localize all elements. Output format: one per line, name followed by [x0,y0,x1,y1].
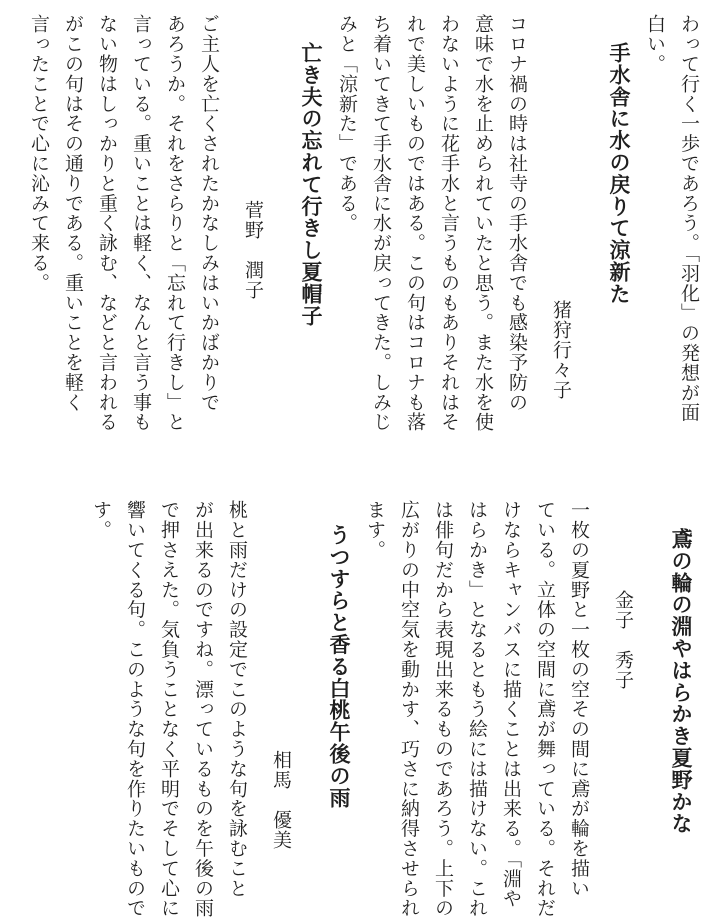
commentary-line: ている。立体の空間に鳶が舞っている。それだ [534,500,556,918]
commentary-line: けならキャンバスに描くことは出来る。「淵や [500,500,522,909]
bottom-section [76,500,698,918]
commentary-line: 一枚の夏野と一枚の空その間に鳶が輪を描い [568,500,590,898]
commentary-line: わないように花手水と言うものもありそれはそ [438,14,460,432]
commentary-line: で押さえた。気負うことなく平明でそして心に [158,500,180,918]
commentary-line: 桃と雨だけの設定でこのような句を詠むこと [226,500,248,898]
top-section [14,14,698,444]
continuation-line: わって行く一歩であろう。「羽化」の発想が面 [678,14,700,423]
haiku-title: うつすらと香る白桃午後の雨 [327,524,352,809]
commentary-line: ます。 [364,500,386,560]
haiku-title: 鳶の輪の淵やはらかき夏野かな [669,528,694,835]
commentary-line: れで美しいものではある。この句はコロナも落 [404,14,426,432]
commentary-line: ち着いてきて手水舎に水が戻ってきた。しみじ [370,14,392,432]
haiku-title: 手水舎に水の戻りて涼新た [607,42,632,305]
continuation-line: 白い。 [644,14,666,74]
haiku-title: 亡き夫の忘れて行きし夏帽子 [299,42,324,327]
commentary-line: ない物はしっかりと重く詠む、などと言われる [96,14,118,432]
haiku-author: 金子 秀子 [612,590,634,690]
commentary-line: す。 [90,500,112,540]
commentary-line: 響いてくる句。このような句を作りたいもので [124,500,146,918]
commentary-line: 言っている。重いことは軽く、なんと言う事も [130,14,152,432]
commentary-line: が出来るのですね。漂っているものを午後の雨 [192,500,214,918]
haiku-author: 猪狩行々子 [550,300,572,400]
commentary-line: コロナ禍の時は社寺の手水舎でも感染予防の [506,14,528,412]
commentary-line: ご主人を亡くされたかなしみはいかばかりで [198,14,220,412]
haiku-author: 菅野 潤子 [242,200,264,300]
haiku-author: 相馬 優美 [270,750,292,850]
commentary-line: は俳句だから表現出来るものであろう。上下の [432,500,454,918]
commentary-line: 意味で水を止められていたと思う。また水を使 [472,14,494,432]
commentary-line: はらかき」となるともう絵には描けない。これ [466,500,488,918]
commentary-line: 広がりの中空気を動かす、巧さに納得させられ [398,500,420,918]
commentary-line: あろうか。それをさらりと「忘れて行きし」と [164,14,186,432]
commentary-line: 言ったことで心に沁みて来る。 [28,14,50,293]
commentary-line: がこの句はその通りである。重いことを軽く [62,14,84,412]
commentary-line: みと「涼新た」である。 [336,14,358,233]
